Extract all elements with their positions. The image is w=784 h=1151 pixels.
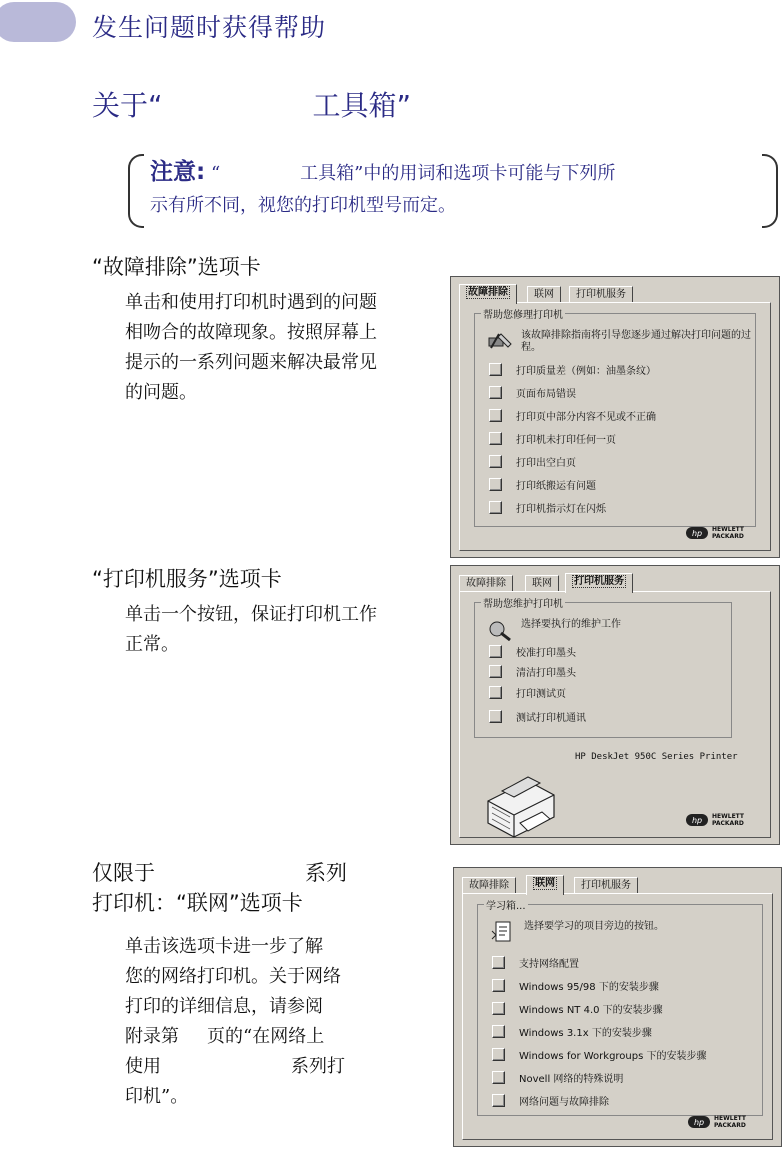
option-page-layout[interactable]: 页面布局错误: [489, 383, 576, 401]
option-button[interactable]: [492, 1094, 505, 1107]
header-pill: [0, 2, 76, 42]
option-test-communication[interactable]: 测试打印机通讯: [489, 707, 586, 725]
network-heading-a: 仅限于: [92, 861, 155, 885]
network-line-3: 打印的详细信息，请参阅: [125, 996, 323, 1017]
dialog-group: [474, 599, 732, 738]
option-button[interactable]: [489, 645, 502, 658]
tab-printer-service[interactable]: 打印机服务: [565, 573, 633, 593]
hp-logo-line2: PACKARD: [712, 533, 744, 540]
tab-troubleshoot[interactable]: 故障排除: [459, 284, 517, 304]
section-title: [92, 84, 411, 124]
note-line1-b: 工具箱”中的用词和选项卡可能与下列所: [300, 163, 616, 184]
dialog-panel: [459, 591, 771, 838]
troubleshoot-body: [125, 288, 377, 408]
toolbox-dialog-troubleshoot: [450, 276, 780, 558]
network-line-5b: 系列打: [291, 1056, 345, 1077]
note-bracket-left: [128, 154, 144, 228]
section-title-suffix: 工具箱”: [312, 89, 412, 122]
option-print-quality[interactable]: 打印质量差（例如：油墨条纹）: [489, 360, 656, 378]
note-text: [150, 156, 750, 222]
toolbox-dialog-service: [450, 565, 780, 845]
option-button[interactable]: [489, 686, 502, 699]
dialog-group: [477, 901, 763, 1116]
option-win31-install[interactable]: Windows 3.1x 下的安装步骤: [492, 1022, 652, 1040]
option-button[interactable]: [489, 432, 502, 445]
tab-troubleshoot[interactable]: 故障排除: [462, 877, 516, 894]
network-line-1: 单击该选项卡进一步了解: [125, 936, 323, 957]
note-lead: 注意:: [150, 159, 206, 185]
option-button[interactable]: [492, 1048, 505, 1061]
group-label: 学习箱...: [484, 897, 528, 912]
option-network-config[interactable]: 支持网络配置: [492, 953, 579, 971]
network-heading: [92, 858, 347, 918]
group-label: 帮助您维护打印机: [481, 595, 565, 610]
network-line-6: 印机”。: [125, 1086, 189, 1107]
hp-logo-icon: hp: [686, 527, 708, 539]
dialog-panel: [462, 893, 773, 1140]
option-button[interactable]: [489, 665, 502, 678]
option-button[interactable]: [492, 979, 505, 992]
option-nt4-install[interactable]: Windows NT 4.0 下的安装步骤: [492, 999, 663, 1017]
printer-name: HP DeskJet 950C Series Printer: [575, 752, 738, 762]
option-button[interactable]: [489, 710, 502, 723]
toolbox-dialog-network: [453, 867, 782, 1147]
tab-troubleshoot[interactable]: 故障排除: [459, 575, 513, 592]
group-label: 帮助您修理打印机: [481, 306, 565, 321]
network-heading-line2: 打印机：“联网”选项卡: [92, 891, 303, 915]
option-button[interactable]: [489, 363, 502, 376]
printer-icon: [480, 767, 560, 843]
hp-logo-icon: hp: [686, 814, 708, 826]
hp-logo-icon: hp: [688, 1116, 710, 1128]
tab-network[interactable]: 联网: [527, 286, 561, 303]
network-line-4b: 页的“在网络上: [207, 1026, 325, 1047]
troubleshoot-line-3: 提示的一系列问题来解决最常见: [125, 352, 377, 373]
troubleshoot-line-4: 的问题。: [125, 382, 197, 403]
hp-logo: [688, 1115, 746, 1129]
tab-network[interactable]: 联网: [526, 875, 564, 895]
option-button[interactable]: [489, 501, 502, 514]
dialog-intro-text: 选择要学习的项目旁边的按钮。: [524, 921, 664, 932]
option-clean-cartridge[interactable]: 清洁打印墨头: [489, 662, 576, 680]
service-heading: “打印机服务”选项卡: [92, 567, 282, 591]
network-body: [125, 932, 345, 1112]
hp-logo-line2: PACKARD: [712, 820, 744, 827]
option-button[interactable]: [489, 455, 502, 468]
option-blinking-light[interactable]: 打印机指示灯在闪烁: [489, 498, 606, 516]
troubleshoot-tools-icon: [487, 330, 513, 352]
document-icon: [490, 921, 516, 943]
option-button[interactable]: [489, 386, 502, 399]
hp-logo: [686, 526, 744, 540]
option-button[interactable]: [492, 1071, 505, 1084]
network-line-4a: 附录第: [125, 1026, 179, 1047]
section-title-prefix: 关于“: [92, 89, 163, 122]
dialog-intro-text: 该故障排除指南将引导您逐步通过解决打印问题的过程。: [521, 330, 751, 353]
troubleshoot-line-2: 相吻合的故障现象。按照屏幕上: [125, 322, 377, 343]
note-box: [128, 154, 778, 226]
tab-printer-service[interactable]: 打印机服务: [574, 877, 638, 894]
hp-logo-line1: HEWLETT: [712, 526, 744, 533]
tab-printer-service[interactable]: 打印机服务: [569, 286, 633, 303]
hp-logo-line1: HEWLETT: [712, 813, 744, 820]
option-button[interactable]: [489, 409, 502, 422]
hp-logo-line1: HEWLETT: [714, 1115, 746, 1122]
troubleshoot-line-1: 单击和使用打印机时遇到的问题: [125, 292, 377, 313]
option-wfw-install[interactable]: Windows for Workgroups 下的安装步骤: [492, 1045, 707, 1063]
service-line-1: 单击一个按钮，保证打印机工作: [125, 604, 377, 625]
option-button[interactable]: [489, 478, 502, 491]
page-header-title: 发生问题时获得帮助: [92, 13, 327, 42]
option-button[interactable]: [492, 956, 505, 969]
note-bracket-right: [762, 154, 778, 228]
option-align-cartridge[interactable]: 校准打印墨头: [489, 642, 576, 660]
option-button[interactable]: [492, 1002, 505, 1015]
option-paper-handling[interactable]: 打印纸搬运有问题: [489, 475, 596, 493]
option-button[interactable]: [492, 1025, 505, 1038]
option-no-print[interactable]: 打印机未打印任何一页: [489, 429, 616, 447]
option-print-test-page[interactable]: 打印测试页: [489, 683, 566, 701]
network-line-2: 您的网络打印机。关于网络: [125, 966, 341, 987]
option-missing-content[interactable]: 打印页中部分内容不见或不正确: [489, 406, 656, 424]
service-line-2: 正常。: [125, 634, 179, 655]
dialog-panel: [459, 302, 771, 551]
hp-logo-line2: PACKARD: [714, 1122, 746, 1129]
note-line1-a: “: [210, 163, 221, 184]
option-blank-page[interactable]: 打印出空白页: [489, 452, 576, 470]
service-body: [125, 600, 377, 660]
option-network-troubleshoot[interactable]: 网络问题与故障排除: [492, 1091, 609, 1109]
dialog-group: [474, 310, 756, 527]
maintenance-icon: [487, 619, 513, 641]
note-line2: 示有所不同，视您的打印机型号而定。: [150, 195, 456, 216]
network-heading-b: 系列: [305, 861, 347, 885]
option-win9x-install[interactable]: Windows 95/98 下的安装步骤: [492, 976, 659, 994]
network-line-5a: 使用: [125, 1056, 161, 1077]
option-novell-notes[interactable]: Novell 网络的特殊说明: [492, 1068, 623, 1086]
tab-network[interactable]: 联网: [525, 575, 559, 592]
hp-logo: [686, 813, 744, 827]
troubleshoot-heading: “故障排除”选项卡: [92, 255, 261, 279]
dialog-intro-text: 选择要执行的维护工作: [521, 619, 621, 630]
